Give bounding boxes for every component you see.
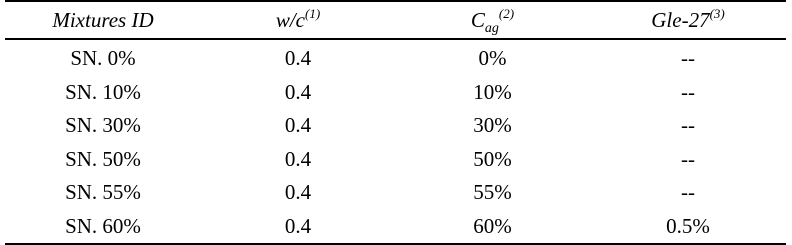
cell-wc: 0.4 [284, 180, 312, 205]
header-gle27-text: Gle-27 [651, 7, 710, 32]
cell-mixture-id: SN. 10% [65, 79, 141, 104]
table-row [5, 76, 786, 110]
cell-gle27: 0.5% [666, 213, 710, 238]
header-cag [395, 1, 590, 39]
header-row [5, 1, 786, 39]
table-row [5, 109, 786, 143]
header-wc [201, 1, 395, 39]
cell-mixture-id: SN. 55% [65, 180, 141, 205]
header-mixtures-id [5, 1, 201, 39]
header-cag-footnote: (2) [498, 5, 515, 21]
header-wc-text: w/c [275, 7, 305, 32]
cell-gle27: -- [681, 146, 695, 171]
cell-mixture-id: SN. 50% [65, 146, 141, 171]
cell-mixture-id: SN. 30% [65, 113, 141, 138]
cell-gle27: -- [681, 113, 695, 138]
cell-cag: 55% [473, 180, 512, 205]
cell-gle27: -- [681, 46, 695, 71]
table-row [5, 210, 786, 245]
cell-mixture-id: SN. 0% [70, 46, 136, 71]
cell-wc: 0.4 [284, 46, 312, 71]
header-gle27 [590, 1, 786, 39]
cell-cag: 50% [473, 146, 512, 171]
table-row [5, 176, 786, 210]
table-body [5, 39, 786, 244]
cell-wc: 0.4 [284, 113, 312, 138]
mixtures-table [5, 0, 786, 245]
cell-mixture-id: SN. 60% [65, 213, 141, 238]
header-mixtures-id-text: Mixtures ID [52, 7, 154, 32]
cell-gle27: -- [681, 79, 695, 104]
cell-wc: 0.4 [284, 146, 312, 171]
cell-cag: 0% [478, 46, 507, 71]
cell-gle27: -- [681, 180, 695, 205]
table-header [5, 1, 786, 39]
header-gle27-footnote: (3) [709, 5, 725, 21]
header-cag-text: C [470, 7, 485, 32]
cell-cag: 10% [473, 79, 512, 104]
cell-cag: 60% [473, 213, 512, 238]
cell-cag: 30% [473, 113, 512, 138]
header-cag-subscript: ag [484, 20, 499, 36]
table-row [5, 143, 786, 177]
cell-wc: 0.4 [284, 213, 312, 238]
cell-wc: 0.4 [284, 79, 312, 104]
table-row [5, 39, 786, 76]
header-wc-footnote: (1) [305, 5, 321, 21]
